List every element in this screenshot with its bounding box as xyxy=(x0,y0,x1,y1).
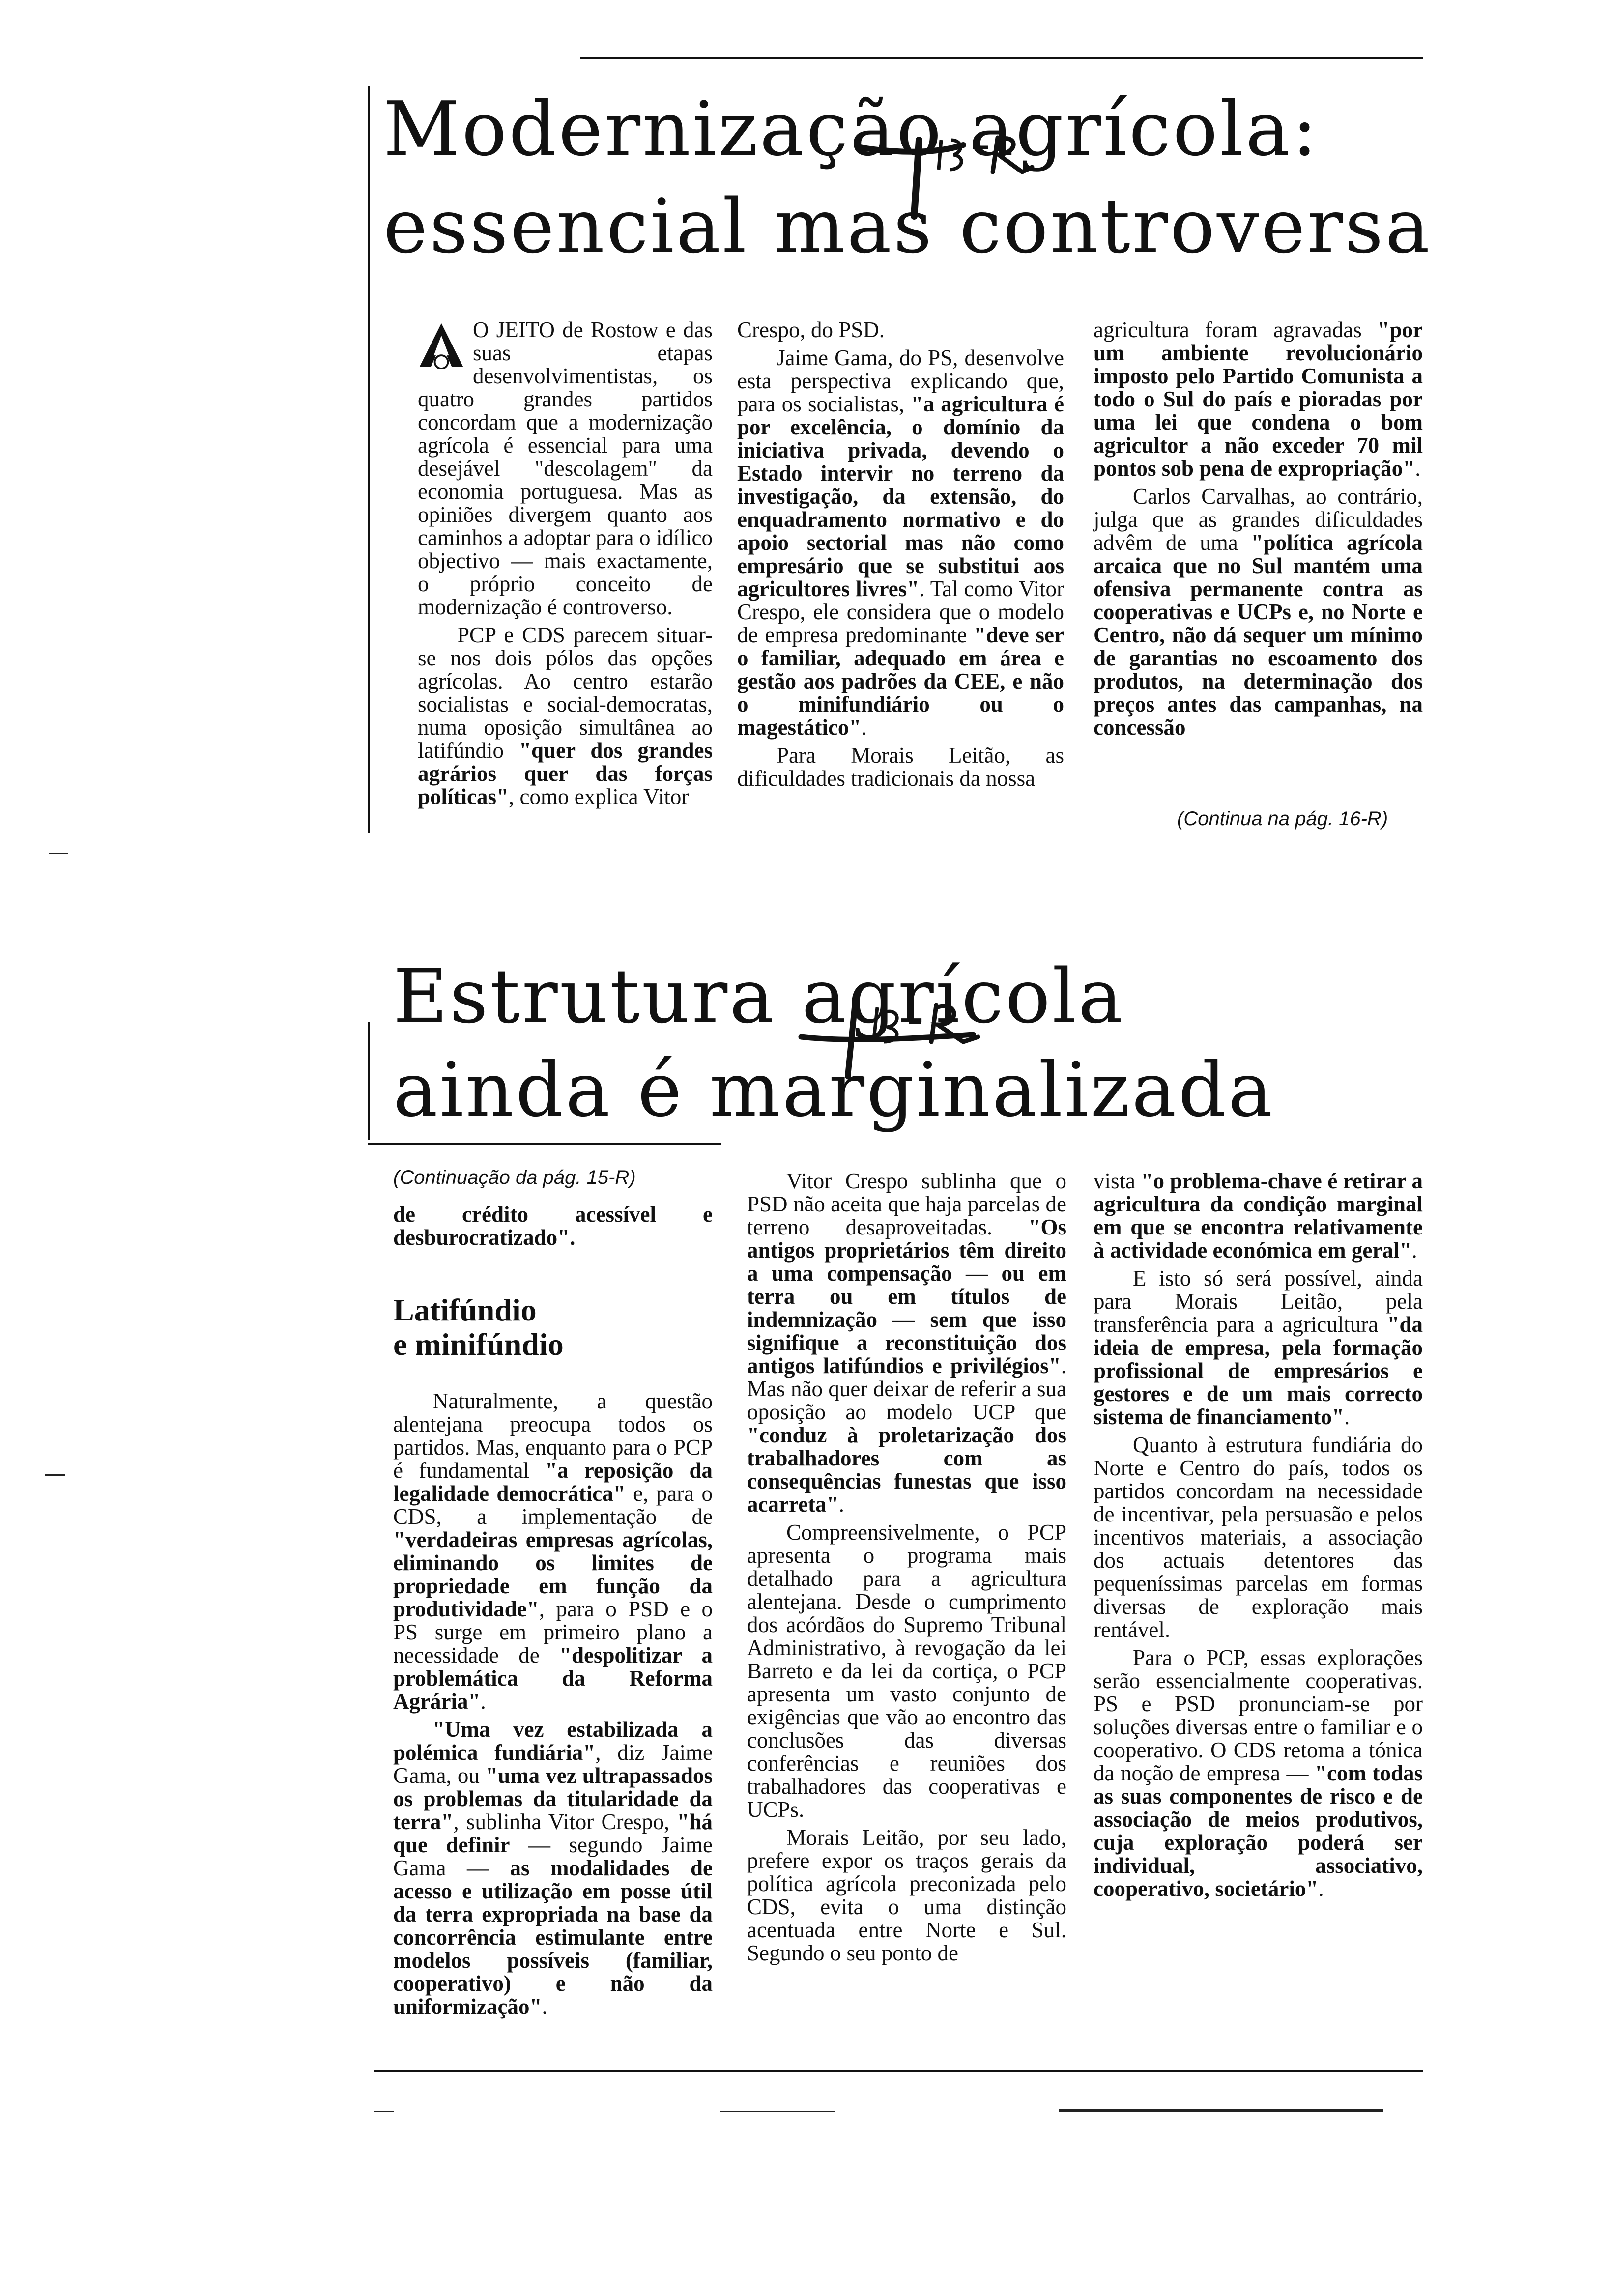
article1-col2-paragraph-1: Jaime Gama, do PS, desenvolve esta perspectiva explicando que, para os socialistas, "a agricultura é por excelência, o domínio da iniciativa privada, devendo o Estado intervir no terreno da investigação, da extensão, do enquadramento normativo e do apoio sectorial mas não como empresário que se substitui aos agricultores livres". Tal como Vitor Crespo, ele considera que o modelo de empresa predominante "deve ser o familiar, adequado em área e gestão aos padrões da CEE, e não o minifundiário ou o magestático". xyxy=(737,345,1064,740)
article2-column-1-body xyxy=(393,1390,713,2023)
article2-col1-paragraph-2: "Uma vez estabilizada a polémica fundiária", diz Jaime Gama, ou "uma vez ultrapassados os problemas da titularidade da terra", sublinha Vitor Crespo, "há que definir — segundo Jaime Gama — as modalidades de acesso e utilização em posse útil da terra expropriada na base da concorrência estimulante entre modelos possíveis (familiar, cooperativo) e não da uniformização". xyxy=(393,1717,713,2019)
article1-column-3 xyxy=(1094,318,1423,744)
handwritten-page-mark-15r xyxy=(816,93,1042,221)
scan-tick-2 xyxy=(45,1474,65,1476)
dropcap-letter-a xyxy=(418,321,465,369)
article2-subhead-line2: e minifúndio xyxy=(393,1327,564,1362)
article2-col3-paragraph-2: Quanto à estrutura fundiária do Norte e Centro do país, todos os partidos concordam na necessidade de incentivar, pela persuasão e pelos incentivos materiais, a associação dos actuais detentores das pequeníssimas parcelas em formas diversas de exploração mais rentável. xyxy=(1094,1433,1423,1642)
article1-headline-line2: essencial mas controversa xyxy=(383,183,1432,270)
article1-col1-paragraph-1: O JEITO de Rostow e das suas etapas desenvolvimentistas, os quatro grandes partidos concordam que a modernização agrícola é essencial para uma desejável "descolagem" da economia portuguesa. Mas as opiniões divergem quanto aos caminhos a adoptar para o idílico objectivo — mais exactamente, o próprio conceito de modernização é controverso. xyxy=(418,317,713,619)
article2-col2-paragraph-1: Vitor Crespo sublinha que o PSD não aceita que haja parcelas de terreno desaproveitadas. "Os antigos proprietários têm direito a uma compensação — ou em terra ou em títulos de indemnização — sem que isso signifique a reconstituição dos antigos latifúndios e privilégios". Mas não quer deixar de referir a sua oposição ao modelo UCP que "conduz à proletarização dos trabalhadores com as consequências funestas que isso acarreta". xyxy=(747,1169,1066,1517)
article2-col2-paragraph-2: Compreensivelmente, o PCP apresenta o programa mais detalhado para a agricultura alentejana. Desde o cumprimento dos acórdãos do Supremo Tribunal Administrativo, à revogação da lei Barreto e da lei da cortiça, o PCP apresenta um vasto conjunto de exigências que vão ao encontro das conclusões das diversas conferências e reuniões dos trabalhadores das cooperativas e UCPs. xyxy=(747,1520,1066,1822)
article1-left-rule xyxy=(368,86,370,833)
article1-headline-line1: Modernização agrícola: xyxy=(383,86,1320,172)
article1-column-2 xyxy=(737,318,1064,795)
handwritten-page-mark-16r xyxy=(786,978,993,1096)
footer-tick-1 xyxy=(374,2111,394,2112)
article1-col3-paragraph-1: Carlos Carvalhas, ao contrário, julga que as grandes dificuldades advêm de uma "política agrícola arcaica que no Sul mantém uma ofensiva permanente contra as cooperativas e UCPs e, no Norte e Centro, não dá sequer um mínimo de garantias no escoamento dos produtos, na determinação dos preços antes das campanhas, na concessão xyxy=(1094,484,1423,740)
article2-column-2 xyxy=(747,1170,1066,1970)
footer-tick-3 xyxy=(1059,2109,1383,2112)
article1-col2-paragraph-0: Crespo, do PSD. xyxy=(737,317,885,342)
scan-tick-1 xyxy=(49,853,68,854)
article2-column-1 xyxy=(393,1203,713,1254)
article2-col1-paragraph-1: Naturalmente, a questão alentejana preocupa todos os partidos. Mas, enquanto para o PCP é fundamental "a reposição da legalidade democrática" e, para o CDS, a implementação de "verdadeiras empresas agrícolas, eliminando os limites de propriedade em função da produtividade", para o PSD e o PS surge em primeiro plano a necessidade de "despolitizar a problemática da Reforma Agrária". xyxy=(393,1389,713,1714)
article2-headline-line2: ainda é marginalizada xyxy=(393,1046,1275,1133)
article2-col1-paragraph-0: de crédito acessível e desburocratizado". xyxy=(393,1202,713,1250)
article1-col1-paragraph-2: PCP e CDS parecem situar-se nos dois pólos das opções agrícolas. Ao centro estarão socialistas e social-democratas, numa oposição simultânea ao latifúndio "quer dos grandes agrários quer das forças políticas", como explica Vitor xyxy=(418,623,713,809)
article2-divider-left xyxy=(368,1143,721,1145)
article2-left-rule xyxy=(368,1022,370,1140)
article2-col3-paragraph-0: vista "o problema-chave é retirar a agricultura da condição marginal em que se encontra relativamente à actividade económica em geral". xyxy=(1094,1169,1423,1263)
article2-headline-line1: Estrutura agrícola xyxy=(393,953,1125,1040)
top-rule xyxy=(580,57,1423,59)
footer-tick-2 xyxy=(720,2111,835,2112)
article1-col3-paragraph-0: agricultura foram agravadas "por um ambiente revolucionário imposto pelo Partido Comunista a todo o Sul do país e pioradas por uma lei que condena o bom agricultor a não exceder 70 mil pontos sob pena de expropriação". xyxy=(1094,317,1423,481)
article1-continuation-note: (Continua na pág. 16-R) xyxy=(1177,808,1388,830)
article2-subhead-line1: Latifúndio xyxy=(393,1292,537,1327)
article2-col2-paragraph-3: Morais Leitão, por seu lado, prefere expor os traços gerais da política agrícola preconizada pelo CDS, evita o uma distinção acentuada entre Norte e Sul. Segundo o seu ponto de xyxy=(747,1825,1066,1965)
bottom-rule xyxy=(374,2070,1423,2072)
article2-col3-paragraph-1: E isto só será possível, ainda para Morais Leitão, pela transferência para a agricultura "da ideia de empresa, pela formação profissional de empresários e gestores e de um mais correcto sistema de financiamento". xyxy=(1094,1266,1423,1429)
article1-col2-paragraph-2: Para Morais Leitão, as dificuldades tradicionais da nossa xyxy=(737,743,1064,791)
article2-column-3 xyxy=(1094,1170,1423,1905)
article1-column-1 xyxy=(418,318,713,813)
article2-col3-paragraph-3: Para o PCP, essas explorações serão essencialmente cooperativas. PS e PSD pronunciam-se por soluções diversas entre o familiar e o cooperativo. O CDS retoma a tónica da noção de empresa — "com todas as suas componentes de risco e de associação de meios produtivos, cuja exploração poderá ser individual, associativo, cooperativo, societário". xyxy=(1094,1645,1423,1901)
article2-continuation-note: (Continuação da pág. 15-R) xyxy=(393,1167,636,1188)
